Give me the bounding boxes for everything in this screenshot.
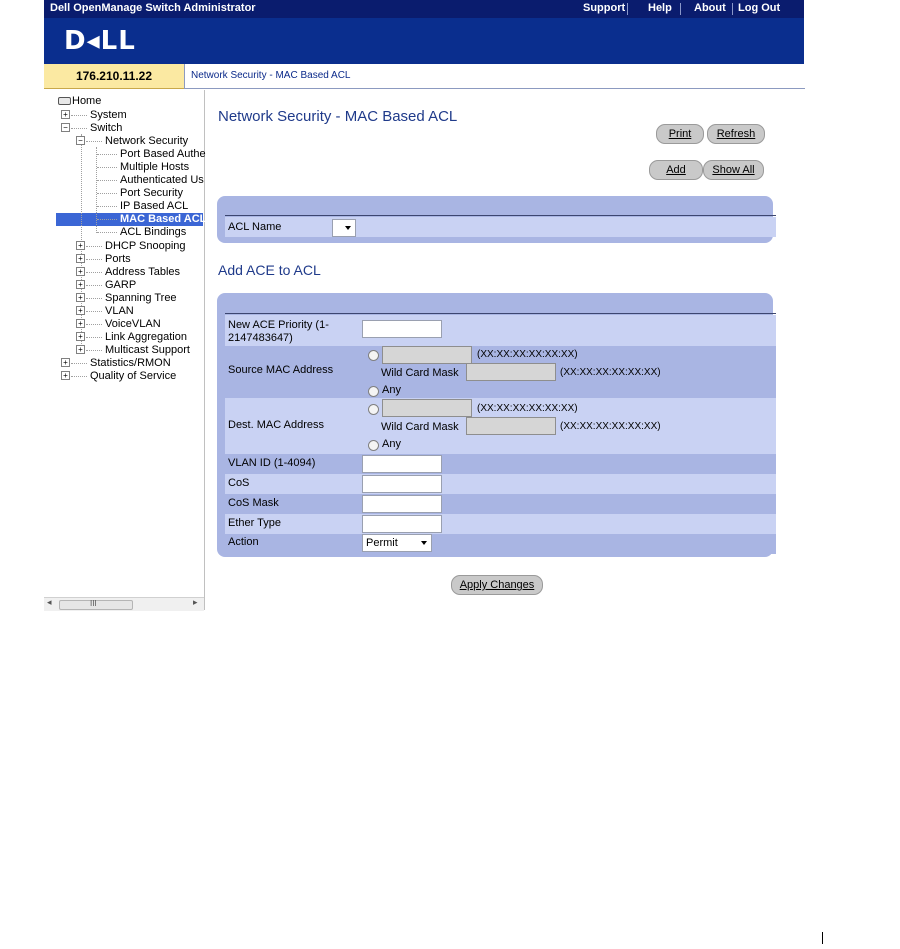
ip-bar	[44, 64, 184, 89]
tree-line	[97, 232, 117, 233]
tree-spanning-tree[interactable]: Spanning Tree	[105, 292, 177, 304]
page-margin-mark	[822, 932, 823, 944]
action-select[interactable]	[362, 534, 432, 552]
expand-icon[interactable]: +	[76, 306, 85, 315]
any-label: Any	[382, 438, 401, 450]
expand-icon[interactable]: +	[76, 293, 85, 302]
collapse-icon[interactable]: −	[76, 136, 85, 145]
tree-line	[97, 193, 117, 194]
about-link[interactable]: About	[694, 2, 726, 14]
tree-line	[97, 180, 117, 181]
scroll-right-arrow-icon[interactable]: ▸	[193, 597, 198, 607]
expand-icon[interactable]: +	[76, 254, 85, 263]
source-any-radio[interactable]	[368, 386, 379, 397]
tree-line	[86, 285, 102, 286]
app-title: Dell OpenManage Switch Administrator	[50, 2, 256, 14]
source-mac-input[interactable]	[382, 346, 472, 364]
tree-line	[71, 363, 87, 364]
tree-line	[71, 115, 87, 116]
priority-row	[225, 315, 776, 346]
divider	[225, 313, 776, 314]
cos-row	[225, 474, 776, 494]
chevron-down-icon	[345, 226, 351, 230]
expand-icon[interactable]: +	[76, 267, 85, 276]
dest-wildcard-input[interactable]	[466, 417, 556, 435]
tree-line	[97, 154, 117, 155]
expand-icon[interactable]: +	[76, 332, 85, 341]
dest-mac-row	[225, 398, 776, 454]
expand-icon[interactable]: +	[76, 319, 85, 328]
tree-item-multiple-hosts[interactable]: Multiple Hosts	[120, 161, 190, 173]
scrollbar-thumb[interactable]	[59, 600, 133, 610]
tree-line	[97, 206, 117, 207]
action-value: Permit	[366, 537, 398, 549]
chevron-down-icon	[421, 541, 427, 545]
tree-network-security[interactable]: Network Security	[105, 135, 189, 147]
tree-item-mac-based-acl[interactable]: MAC Based ACL	[120, 213, 207, 225]
tree-line	[71, 128, 87, 129]
tree-line	[96, 147, 97, 233]
tree-line	[86, 141, 102, 142]
tree-line	[86, 272, 102, 273]
tree-line	[86, 259, 102, 260]
tree-line	[86, 324, 102, 325]
tree-line	[86, 311, 102, 312]
tree-line	[71, 376, 87, 377]
acl-name-select[interactable]	[332, 219, 356, 237]
tree-quality-of-service[interactable]: Quality of Service	[90, 370, 177, 382]
priority-input[interactable]	[362, 320, 442, 338]
dest-mac-label: Dest. MAC Address	[228, 419, 324, 431]
add-button[interactable]: Add	[649, 160, 703, 180]
tree-address-tables[interactable]: Address Tables	[105, 266, 181, 278]
ether-type-input[interactable]	[362, 515, 442, 533]
cos-mask-row	[225, 494, 776, 514]
print-button[interactable]: Print	[656, 124, 704, 144]
tree-ports[interactable]: Ports	[105, 253, 131, 265]
mac-format-hint: (XX:XX:XX:XX:XX:XX)	[560, 367, 661, 378]
brand-band	[44, 18, 804, 64]
tree-line	[86, 246, 102, 247]
source-mac-label: Source MAC Address	[228, 364, 334, 376]
action-label: Action	[228, 536, 259, 548]
source-wildcard-input[interactable]	[466, 363, 556, 381]
dest-any-radio[interactable]	[368, 440, 379, 451]
acl-name-panel	[217, 196, 773, 243]
tree-line	[86, 298, 102, 299]
mac-format-hint: (XX:XX:XX:XX:XX:XX)	[560, 421, 661, 432]
expand-icon[interactable]: +	[61, 110, 70, 119]
tree-item-ip-based-acl[interactable]: IP Based ACL	[120, 200, 189, 212]
separator	[680, 3, 681, 15]
acl-name-row	[225, 217, 776, 237]
support-link[interactable]: Support	[583, 2, 626, 14]
logout-link[interactable]: Log Out	[738, 2, 781, 14]
apply-changes-button[interactable]: Apply Changes	[451, 575, 543, 595]
expand-icon[interactable]: +	[76, 280, 85, 289]
expand-icon[interactable]: +	[76, 241, 85, 250]
ether-type-label: Ether Type	[228, 517, 281, 529]
any-label: Any	[382, 384, 401, 396]
tree-vlan[interactable]: VLAN	[105, 305, 134, 317]
mac-format-hint: (XX:XX:XX:XX:XX:XX)	[477, 349, 578, 360]
horizontal-scrollbar[interactable]	[44, 597, 204, 611]
wildcard-label: Wild Card Mask	[381, 421, 459, 433]
tree-line	[86, 337, 102, 338]
cos-mask-input[interactable]	[362, 495, 442, 513]
priority-label: New ACE Priority (1-2147483647)	[228, 319, 329, 344]
tree-garp[interactable]: GARP	[105, 279, 137, 291]
acl-name-label: ACL Name	[228, 221, 282, 233]
tree-item-port-based-auth[interactable]: Port Based Authe	[120, 148, 206, 160]
expand-icon[interactable]: +	[76, 345, 85, 354]
switch-ip: 176.210.11.22	[75, 69, 153, 83]
breadcrumb[interactable]: Network Security - MAC Based ACL	[191, 70, 351, 81]
cos-input[interactable]	[362, 475, 442, 493]
action-row	[225, 534, 776, 554]
tree-system[interactable]: System	[90, 109, 127, 121]
dest-mac-radio[interactable]	[368, 404, 379, 415]
wildcard-label: Wild Card Mask	[381, 367, 459, 379]
help-link[interactable]: Help	[648, 2, 672, 14]
tree-line	[86, 350, 102, 351]
collapse-icon[interactable]: −	[61, 123, 70, 132]
tree-switch[interactable]: Switch	[90, 122, 123, 134]
expand-icon[interactable]: +	[61, 371, 70, 380]
show-all-button[interactable]: Show All	[703, 160, 764, 180]
add-ace-panel	[217, 293, 773, 557]
breadcrumb-bar	[184, 64, 805, 89]
main-content	[205, 90, 804, 610]
tree-item-acl-bindings[interactable]: ACL Bindings	[120, 226, 187, 238]
tree-line	[97, 167, 117, 168]
section-title: Add ACE to ACL	[218, 262, 321, 278]
tree-home[interactable]: Home	[72, 95, 102, 107]
expand-icon[interactable]: +	[61, 358, 70, 367]
divider	[225, 215, 776, 216]
page-title: Network Security - MAC Based ACL	[218, 108, 458, 125]
vlan-row	[225, 454, 776, 474]
vlan-input[interactable]	[362, 455, 442, 473]
scroll-left-arrow-icon[interactable]: ◂	[47, 597, 52, 607]
source-mac-radio[interactable]	[368, 350, 379, 361]
cos-label: CoS	[228, 477, 250, 489]
refresh-button[interactable]: Refresh	[707, 124, 765, 144]
sidebar-tree	[44, 90, 205, 610]
top-bar	[44, 0, 804, 18]
tree-dhcp-snooping[interactable]: DHCP Snooping	[105, 240, 186, 252]
ether-type-row	[225, 514, 776, 534]
tree-statistics-rmon[interactable]: Statistics/RMON	[90, 357, 171, 369]
tree-multicast-support[interactable]: Multicast Support	[105, 344, 190, 356]
dest-mac-input[interactable]	[382, 399, 472, 417]
cos-mask-label: CoS Mask	[228, 497, 279, 509]
source-mac-row	[225, 346, 776, 398]
tree-link-aggregation[interactable]: Link Aggregation	[105, 331, 187, 343]
separator	[627, 3, 628, 15]
dell-logo: D◂LL	[64, 26, 136, 56]
tree-voicevlan[interactable]: VoiceVLAN	[105, 318, 161, 330]
mac-format-hint: (XX:XX:XX:XX:XX:XX)	[477, 403, 578, 414]
vlan-label: VLAN ID (1-4094)	[228, 457, 316, 469]
tree-item-port-security[interactable]: Port Security	[120, 187, 183, 199]
home-icon	[58, 97, 71, 105]
tree-line	[97, 219, 117, 220]
tree-item-authenticated-users[interactable]: Authenticated Us	[120, 174, 204, 186]
scroll-grip: III	[90, 599, 97, 608]
separator	[732, 3, 733, 15]
